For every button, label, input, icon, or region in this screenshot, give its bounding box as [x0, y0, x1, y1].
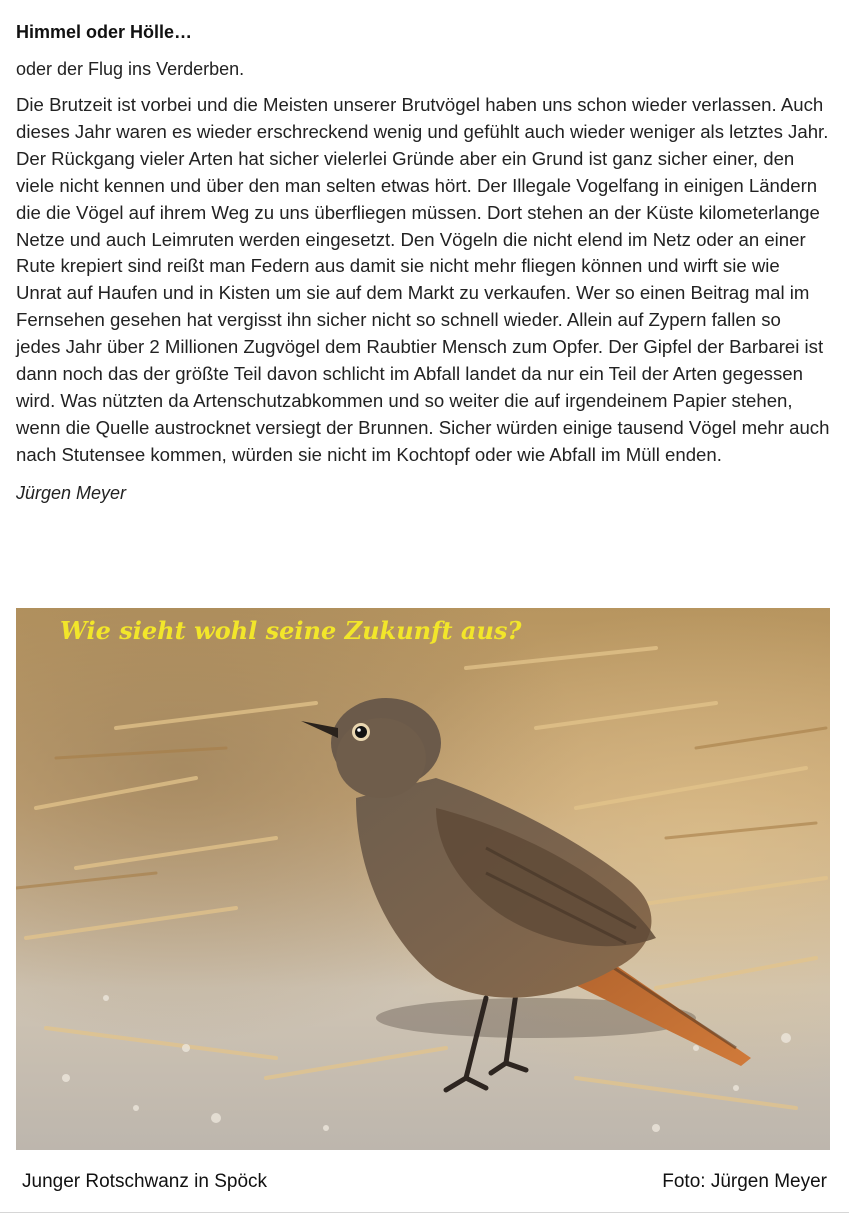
divider: [0, 1212, 849, 1213]
photo-caption: Junger Rotschwanz in Spöck: [22, 1171, 268, 1192]
article-author: Jürgen Meyer: [16, 482, 127, 503]
photo-overlay-text: Wie sieht wohl seine Zukunft aus?: [60, 616, 522, 645]
article-subtitle: oder der Flug ins Verderben.: [16, 59, 245, 79]
bird-photo: [16, 608, 830, 1150]
article: [16, 20, 830, 505]
photo-credit: Foto: Jürgen Meyer: [662, 1171, 827, 1192]
article-body: Die Brutzeit ist vorbei und die Meisten unserer Brutvögel haben uns schon wieder verlassen. Auch dieses Jahr waren es wieder erschreckend wenig und gefühlt auch wieder weniger als letztes Jahr. Der Rückgang vieler Arten hat sicher vielerlei Gründe aber ein Grund ist ganz sicher einer, den viele nicht kennen und über den man selten etwas hört. Der Illegale Vogelfang in einigen Ländern die die Vögel auf ihrem Weg zu uns überfliegen müssen. Dort stehen an der Küste kilometerlange Netze und auch Leimruten werden eingesetzt. Den Vögeln die nicht elend im Netz oder an einer Rute krepiert sind reißt man Federn aus damit sie nicht mehr fliegen können und wirft sie wie Unrat auf Haufen und in Kisten um sie auf dem Markt zu verkaufen. Wer so einen Beitrag mal im Fernsehen gesehen hat vergisst ihn sicher nicht so schnell wieder. Allein auf Zypern fallen so jedes Jahr über 2 Millionen Zugvögel dem Raubtier Mensch zum Opfer. Der Gipfel der Barbarei ist dann noch das der größte Teil davon schlicht im Abfall landet da nur ein Teil der Arten gegessen wird. Was nützten da Artenschutzabkommen und so weiter die auf irgendeinem Papier stehen, wenn die Quelle austrocknet versiegt der Brunnen. Sicher würden einige tausend Vögel mehr auch nach Stutensee kommen, würden sie nicht im Kochtopf oder wie Abfall im Müll enden.: [16, 94, 830, 465]
article-headline: Himmel oder Hölle…: [16, 22, 193, 42]
